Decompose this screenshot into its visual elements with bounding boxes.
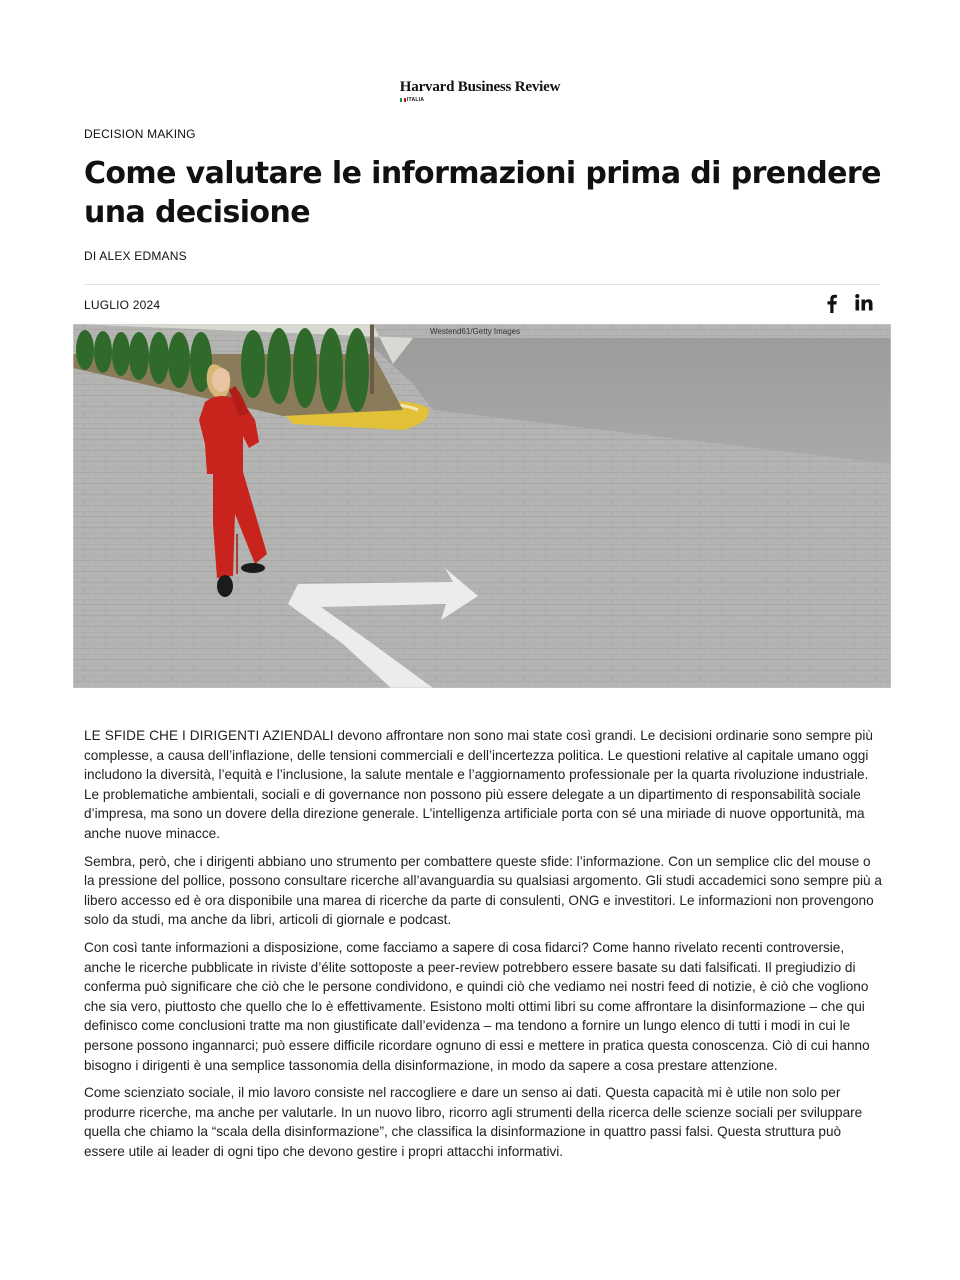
publish-date: LUGLIO 2024: [84, 298, 161, 312]
article-body: [84, 726, 884, 1169]
paragraph: Come scienziato sociale, il mio lavoro consiste nel raccogliere e dare un senso ai dati. Questa capacità mi è utile non solo per produrre ricerche, ma anche per valutarle. In un nuovo libro, ricorro agli strumenti della ricerca delle scienze sociali per sviluppare quella che chiamo la “scala della disinformazione”, che classifica la disinformazione in quattro passi falsi. Questa struttura può essere utile ai leader di ogni tipo che devono gestire i propri attacchi informativi.: [84, 1085, 863, 1159]
italy-flag-icon: [400, 98, 406, 102]
linkedin-icon[interactable]: [854, 292, 874, 314]
hbr-logo[interactable]: [399, 79, 561, 103]
hero-image: [73, 324, 891, 688]
masthead: [0, 78, 960, 103]
edition-label: ITALIA: [400, 97, 425, 103]
lead-in-caps: LE SFIDE CHE I DIRIGENTI AZIENDALI: [84, 728, 334, 743]
logo-text: Harvard Business Review: [399, 79, 561, 95]
byline: DI ALEX EDMANS: [84, 249, 187, 263]
paragraph: LE SFIDE CHE I DIRIGENTI AZIENDALI devono affrontare non sono mai state così grandi. Le decisioni ordinarie sono sempre più complesse, a causa dell’inflazione, delle tensioni commerciali e dell’incertezza politica. Le questioni relative al capitale umano oggi includono la diversità, l’equità e l’inclusione, la salute mentale e l’aggiornamento professionale per la quarta rivoluzione industriale. Le problematiche ambientali, sociali e di governance non possono più essere delegate a un dipartimento di responsabilità sociale d’impresa, ma sono un dovere della direzione generale. L’intelligenza artificiale porta con sé una miriade di nuove opportunità, ma anche nuove minacce.: [84, 728, 873, 841]
paragraph: Con così tante informazioni a disposizione, come facciamo a sapere di cosa fidarci? Come hanno rivelato recenti controversie, anche le ricerche pubblicate in riviste d’élite sottoposte a peer-review potrebbero essere basate su dati falsificati. Il pregiudizio di conferma può significare che ciò che le persone condividono, e quindi ciò che vediamo nei nostri feed di notizie, è ciò che vogliono che sia vero, piuttosto che quello che lo è effettivamente. Esistono molti ottimi libri su come affrontare la disinformazione – che qui definisco come conclusioni tratte ma non giustificate dall’evidenza – ma tendono a fornire un lungo elenco di tutti i modi in cui le persone possono ingannarci; può essere difficile ricordare ognuno di essi e mettere in pratica questa conoscenza. Ciò di cui hanno bisogno i dirigenti è una semplice tassonomia della disinformazione, in modo da sapere a cosa prestare attenzione.: [84, 939, 870, 1073]
article-title: Come valutare le informazioni prima di prendere una decisione: [84, 156, 881, 230]
hero-photo: [73, 324, 891, 688]
share-bar: [822, 292, 874, 314]
facebook-icon[interactable]: [822, 292, 842, 314]
section-label[interactable]: DECISION MAKING: [84, 127, 196, 141]
paragraph: Sembra, però, che i dirigenti abbiano uno strumento per combattere queste sfide: l’informazione. Con un semplice clic del mouse o la pressione del pollice, possono consultare ricerche all’avanguardia su qualsiasi argomento. Gli studi accademici sono sempre più a libero accesso ed è ora disponibile una marea di ricerche da parte di consulenti, ONG e investitori. Le informazioni non provengono solo da studi, ma anche da libri, articoli di giornale e podcast.: [84, 853, 882, 928]
divider: [84, 284, 880, 285]
image-credit: Westend61/Getty Images: [430, 327, 521, 336]
